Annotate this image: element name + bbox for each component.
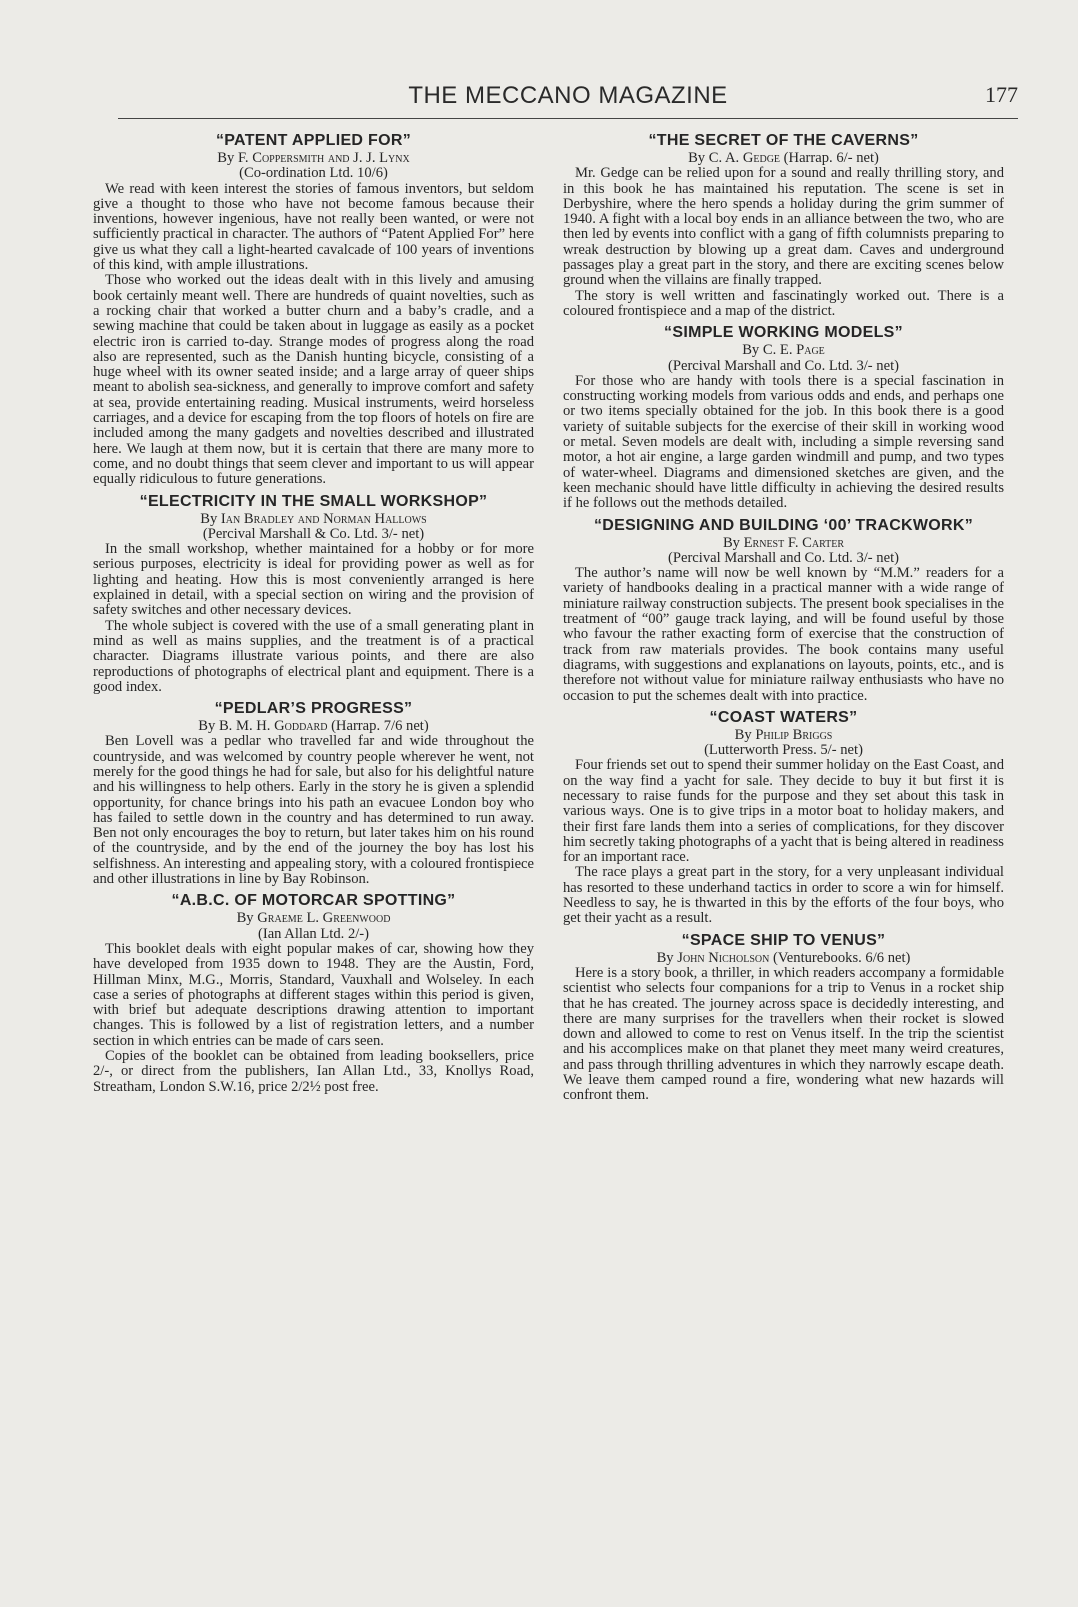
review-secret-of-the-caverns <box>563 131 1004 319</box>
review-title: “COAST WATERS” <box>709 708 858 726</box>
review-publisher: (Co-ordination Ltd. 10/6) <box>239 165 388 182</box>
page-number: 177 <box>985 82 1018 107</box>
review-title: “THE SECRET OF THE CAVERNS” <box>648 132 919 149</box>
review-paragraph: In the small workshop, whether maintained for a hobby or for more serious purposes, electricity is ideal for providing power as well as for lighting and heating. How this is most conveniently arranged is here explained in detail, with a special section on wiring and the provision of safety switches and other necessary devices. <box>93 541 534 619</box>
byline-prefix: By <box>198 718 219 735</box>
review-paragraph: The story is well written and fascinatingly worked out. There is a coloured frontispiece and a map of the district. <box>563 287 1004 319</box>
page-header <box>118 78 1018 119</box>
review-title: “PEDLAR’S PROGRESS” <box>214 700 413 718</box>
review-simple-working-models <box>563 323 1004 511</box>
review-paragraph: For those who are handy with tools there is a special fascination in constructing working models from various odds and ends, and perhaps one or two items specially obtained for the job. In this book there is a good variety of suitable subjects for the exercise of their skill in working wood or metal. Seven models are dealt with, including a simple reversing sand motor, a hot air engine, a large garden windmill and pump, and two types of water-wheel. Diagrams and dimensioned sketches are given, and the keen mechanic should have little difficulty in achieving the desired results if he follows out the methods detailed. <box>563 372 1004 512</box>
byline-prefix: By <box>688 150 709 166</box>
byline-prefix: By <box>200 510 221 527</box>
review-title: “DESIGNING AND BUILDING ‘00’ TRACKWORK” <box>593 516 974 534</box>
review-title: “SPACE SHIP TO VENUS” <box>681 931 886 949</box>
review-paragraph: The whole subject is covered with the use of a small generating plant in mind as well as mains supplies, and the treatment is of a practical character. Diagrams illustrate various points, and there are also reproductions of photographs of electrical plant and equipment. There is a good index. <box>93 617 534 695</box>
review-byline <box>563 343 1004 358</box>
left-column <box>93 128 534 1099</box>
review-paragraph: Copies of the booklet can be obtained from leading booksellers, price 2/-, or direct from the publishers, Ian Allan Ltd., 33, Knollys Road, Streatham, London S.W.16, price 2/2½ post free. <box>93 1048 534 1095</box>
review-author: Graeme L. Greenwood <box>257 910 391 927</box>
review-author: Ernest F. Carter <box>743 534 845 551</box>
review-author: F. Coppersmith and J. J. Lynx <box>237 150 410 166</box>
review-paragraph: Four friends set out to spend their summer holiday on the East Coast, and on the way find a yacht for sale. They decide to buy it but first it is necessary to raise funds for the purpose and they set about this task in various ways. One is to give trips in a motor boat to holiday makers, and their first fare lands them into a series of complications, for they discover him secretly taking photographs of a yacht that is being altered in readiness for an important race. <box>563 757 1004 866</box>
review-author: John Nicholson <box>677 949 770 966</box>
review-byline <box>563 536 1004 551</box>
review-title: “PATENT APPLIED FOR” <box>215 132 412 149</box>
byline-prefix: By <box>734 726 756 743</box>
review-author: C. A. Gedge <box>708 150 781 166</box>
byline-prefix: By <box>217 150 238 166</box>
magazine-title: THE MECCANO MAGAZINE <box>408 82 728 109</box>
review-title: “SIMPLE WORKING MODELS” <box>664 324 903 342</box>
review-paragraph: The race plays a great part in the story, for a very unpleasant individual has resorted to these underhand tactics in order to score a win for himself. Needless to say, he is thwarted in this by the efforts of the four boys, who get their yacht as a result. <box>563 864 1004 927</box>
review-abc-motorcar-spotting <box>93 891 534 1095</box>
byline-prefix: By <box>236 910 258 927</box>
review-author: C. E. Page <box>762 342 825 359</box>
review-paragraph: Ben Lovell was a pedlar who travelled far and wide throughout the countryside, and was welcomed by country people wherever he went, not merely for the good things he had for sale, but also for his delightful nature and his willingness to help others. Early in the story he is given a splendid opportunity, for chance brings into his path an evacuee London boy who has failed to settle down in the country and has determined to run away. Ben not only encourages the boy to return, but later takes him on his round of the countryside, and by the end of the journey the boy has lost his selfishness. An interesting and appealing story, with a coloured frontispiece and other illustrations in line by Bay Robinson. <box>93 733 534 888</box>
review-publisher-inline: (Harrap. 6/- net) <box>780 150 879 166</box>
byline-prefix: By <box>722 534 744 551</box>
review-paragraph: This booklet deals with eight popular makes of car, showing how they have developed from 1935 down to 1948. They are the Austin, Ford, Hillman Minx, M.G., Morris, Standard, Vauxhall and Wolseley. In each case a series of photographs at different stages within this period is given, with brief but adequate descriptions drawing attention to important changes. This is followed by a list of registration letters, and a number section in which entries can be made of cars seen. <box>93 940 534 1049</box>
review-paragraph: Mr. Gedge can be relied upon for a sound and really thrilling story, and in this book he has maintained his reputation. The scene is set in Derbyshire, where the hero spends a holiday during the grim summer of 1940. A fight with a local boy ends in an alliance between the two, who are then led by events into conflict with a gang of fifth columnists preparing to wreak destruction by blowing up a great dam. Caves and underground passages play a great part in the story, and there are exciting scenes below ground when the villains are finally trapped. <box>563 165 1004 289</box>
review-publisher: (Percival Marshall & Co. Ltd. 3/- net) <box>202 525 425 542</box>
review-paragraph: Here is a story book, a thriller, in which readers accompany a formidable scientist who selects four companions for a trip to Venus in a rocket ship that he has created. The journey across space is decidedly interesting, and there are many surprises for the travellers when their rocket is slowed down and allowed to come to rest on Venus itself. In the trip the scientist and his accomplices make on that planet they meet many weird creatures, and pass through thrilling adventures in which they narrowly escape death. We leave them camped round a fire, wondering what new hazards will confront them. <box>563 964 1004 1104</box>
review-publisher: (Lutterworth Press. 5/- net) <box>704 742 863 759</box>
review-coast-waters <box>563 708 1004 927</box>
review-space-ship-to-venus <box>563 931 1004 1104</box>
review-designing-00-trackwork <box>563 516 1004 704</box>
review-byline <box>563 728 1004 743</box>
review-title: “ELECTRICITY IN THE SMALL WORKSHOP” <box>139 492 488 510</box>
review-byline <box>93 719 534 734</box>
review-publisher: (Percival Marshall and Co. Ltd. 3/- net) <box>667 357 899 374</box>
review-byline <box>93 151 534 166</box>
right-column <box>563 128 1004 1108</box>
review-publisher: (Ian Allan Ltd. 2/-) <box>257 925 370 942</box>
byline-prefix: By <box>742 342 763 359</box>
review-byline <box>93 911 534 926</box>
review-paragraph: We read with keen interest the stories of famous inventors, but seldom give a thought to those who have not become famous because their inventions, however ingenious, have not really been wanted, or were not sufficiently practical in character. The authors of “Patent Applied For” here give us what they call a light-hearted cavalcade of 100 years of inventions of this kind, with ample illustrations. <box>93 180 534 274</box>
review-author: B. M. H. Goddard <box>218 718 328 735</box>
review-publisher-inline: (Harrap. 7/6 net) <box>327 718 429 735</box>
review-publisher-inline: (Venturebooks. 6/6 net) <box>769 949 911 966</box>
review-title: “A.B.C. OF MOTORCAR SPOTTING” <box>171 892 456 910</box>
review-paragraph: The author’s name will now be well known by “M.M.” readers for a variety of handbooks dealing in a practical manner with a wide range of miniature railway construction subjects. The present book specialises in the treatment of “00” gauge track laying, and will be found useful by those who favour the rather exacting form of exercise that the construction of track from raw materials provides. The book contains many useful diagrams, with suggestions and explanations on layouts, points, etc., and is therefore not without value for miniature railway enthusiasts who have no occasion to put the schemes dealt with into practice. <box>563 565 1004 704</box>
review-author: Philip Briggs <box>755 726 833 743</box>
review-byline <box>563 951 1004 966</box>
review-byline <box>93 512 534 527</box>
review-publisher: (Percival Marshall and Co. Ltd. 3/- net) <box>667 549 899 566</box>
review-author: Ian Bradley and Norman Hallows <box>220 510 427 527</box>
review-electricity-small-workshop <box>93 492 534 696</box>
review-byline <box>563 151 1004 166</box>
review-pedlars-progress <box>93 699 534 887</box>
byline-prefix: By <box>656 949 678 966</box>
review-paragraph: Those who worked out the ideas dealt with in this lively and amusing book certainly meant well. There are hundreds of quaint novelties, such as a rocking chair that worked a butter churn and a baby’s cradle, and a sewing machine that could be taken about in luggage as easily as a pocket electric iron is carried to-day. Strange modes of progress along the road also are represented, such as the Danish hunting bicycle, consisting of a huge wheel with its owner seated inside; and a large array of queer ships meant to abolish sea-sickness, and generally to improve comfort and safety at sea, provide entertaining reading. Musical instruments, weird horseless carriages, and a device for escaping from the top floors of hotels on fire are included among the many gadgets and novelties described and illustrated here. We laugh at them now, but it is certain that there are many more to come, and no doubt things that seem clever and important to us will appear equally ridiculous to future generations. <box>93 272 534 488</box>
review-patent-applied-for <box>93 131 534 488</box>
